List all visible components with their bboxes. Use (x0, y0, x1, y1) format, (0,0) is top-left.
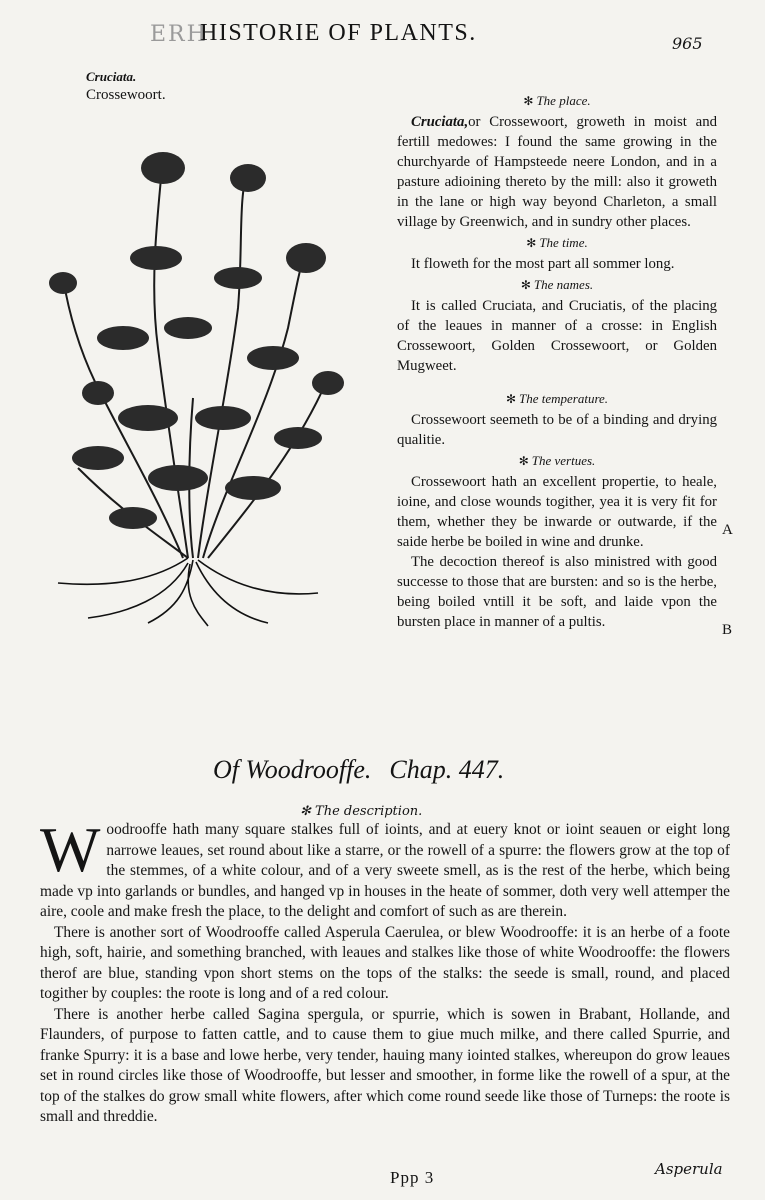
margin-letter: B (722, 622, 733, 638)
section-paragraph: Crossewoort seemeth to be of a binding and drying qualitie. (397, 412, 717, 448)
asterism-icon: ✻ (300, 804, 316, 819)
section-paragraph: It is called Cruciata, and Cruciatis, of the placing of the leaues in manner of a crosse: in English Crossewoort, Golden Crossewoort, or Golden Mugweet. (397, 298, 717, 374)
figure-caption (86, 68, 166, 104)
description-heading: ✻ The description. (300, 804, 423, 819)
section-heading: ✻ The place. (523, 93, 591, 108)
section-paragraph: It floweth for the most part all sommer long. (411, 256, 675, 272)
drop-cap: W (40, 814, 101, 885)
chapter-number: Chap. 447. (389, 755, 505, 784)
signature-mark: Ppp 3 (390, 1168, 435, 1187)
asterism-icon: ✻ (505, 392, 519, 406)
right-column (397, 90, 717, 632)
description-paragraph: There is another herbe called Sagina spergula, or spurrie, which is sowen in Brabant, Hollande, and Flaunders, of purpose to fatten cattle, and to cause them to giue much milke, and there called Spurrie, and franke Spurry: it is a base and lowe herbe, very tender, hauing many iointed stalkes, whereupon do grow leaues set in round circles like those of Woodrooffe, but lesser and smoother, in forme like the rowell of a spur, at the top of the stalkes do grow small white flowers, after which come round seede like those of Turneps: the roote is small and threddie. (40, 1005, 730, 1125)
description-paragraph: There is another sort of Woodrooffe called Asperula Caerulea, or blew Woodrooffe: it is an herbe of a foote high, soft, hairie, and something branched, with leaues and stalkes like those of white Woodrooffe: the flowers therof are blue, standing vpon short stems on the tops of the stalks: the seede is small, round, and placed togither by couples: the roote is long and of a red colour. (40, 923, 730, 1002)
figure-english-name: Crossewoort. (86, 87, 166, 103)
section-paragraph: Cruciata,or Crossewoort, groweth in moist and fertill medowes: I found the same growing in the churchyarde of Hampsteede neere London, and in a pasture adioining thereto by the mill: also it groweth in the lane or high way beyond Charleton, a small village by Greenwich, and in sundry other places. (397, 114, 717, 230)
asterism-icon: ✻ (523, 94, 537, 108)
asterism-icon: ✻ (520, 278, 534, 292)
description-body (40, 814, 730, 1128)
catchword: Asperula (655, 1160, 723, 1178)
ghost-header: ERH (150, 22, 208, 47)
chapter-title: Of Woodrooffe. (213, 755, 372, 784)
section-heading: ✻ The names. (520, 277, 594, 292)
description-paragraph: Woodrooffe hath many square stalkes full of ioints, and at euery knot or ioint seauen or eight long narrowe leaues, set round about like a starre, or the rowell of a spurre: the flowers grow at the top of the stemmes, of a white colour, and of a very sweete smell, as is the rest of the herbe, which being made vp into garlands or bundles, and hanged vp in houses in the heate of sommer, doth very well attemper the aire, coole and make fresh the place, to the delight and comfort of such as are therein. (40, 814, 730, 920)
section-paragraph: Crossewoort hath an excellent propertie, to heale, ioine, and close wounds togither, yea it is very fit for them, whether they be inwarde or outwarde, if the saide herbe be boiled in wine and drunke. (397, 474, 717, 550)
margin-letter: A (722, 522, 733, 538)
crosswort-woodcut-illustration (38, 128, 380, 628)
section-heading: ✻ The time. (526, 235, 588, 250)
figure-latin-name: Cruciata. (86, 69, 137, 84)
asterism-icon: ✻ (518, 454, 532, 468)
chapter-heading (213, 755, 504, 785)
running-head: HISTORIE OF PLANTS. (200, 20, 477, 46)
section-paragraph: The decoction thereof is also ministred with good successe to those that are bursten: and so is the herbe, being boiled vntill it be soft, and laide vpon the bursten place in manner of a pultis. (397, 554, 717, 630)
section-heading: ✻ The temperature. (505, 391, 609, 406)
section-heading: ✻ The vertues. (518, 453, 596, 468)
page-number: 965 (672, 34, 703, 53)
asterism-icon: ✻ (526, 236, 540, 250)
